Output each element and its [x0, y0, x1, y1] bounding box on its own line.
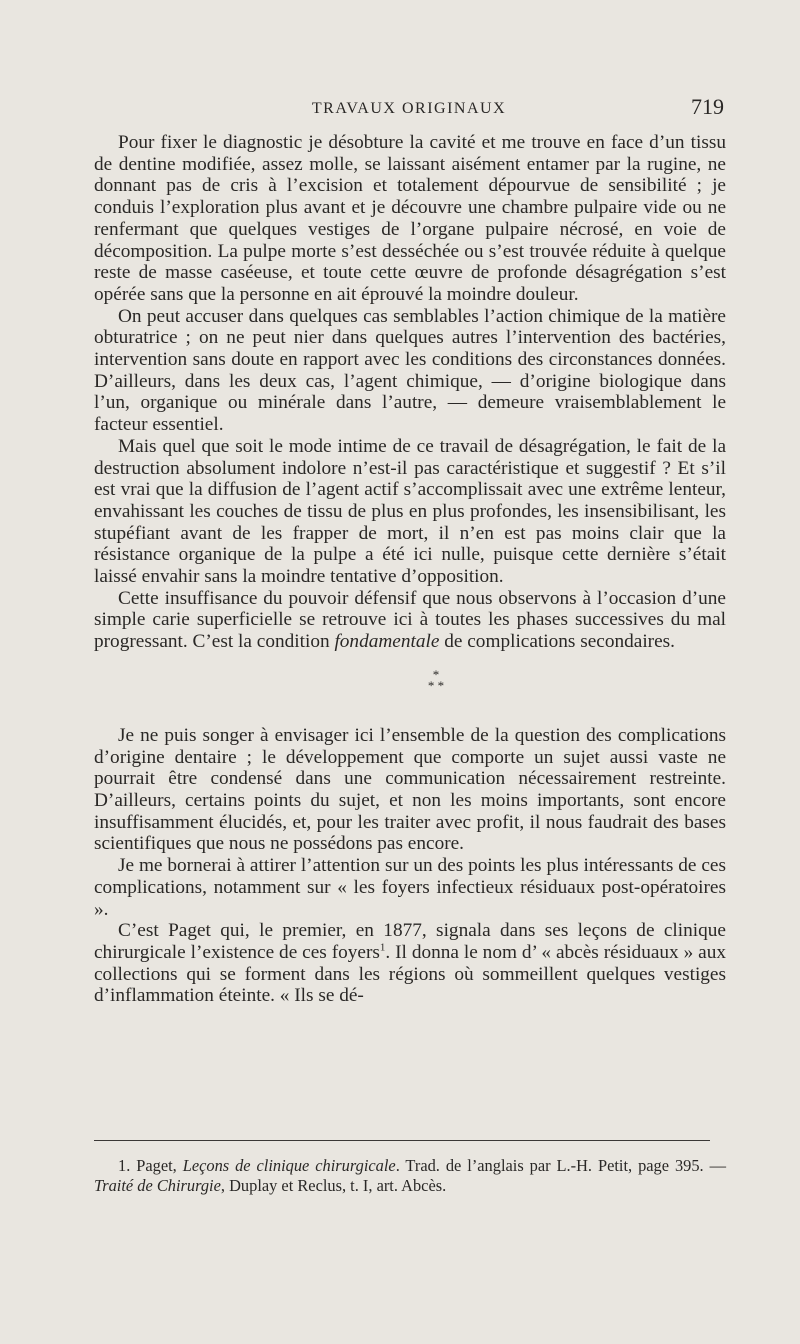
footnote-text-part: . Trad. de l’anglais par L.-H. Petit, page 395. — — [395, 1156, 726, 1175]
footnote — [94, 1156, 726, 1196]
footnote-text — [94, 1156, 726, 1196]
page-header — [94, 94, 724, 124]
paragraph — [94, 588, 726, 653]
paragraph-text: Cette insuffisance du pouvoir défensif que nous observons à l’occasion d’une simple carie superficielle se retrouve ici à toutes les phases successives du mal progressant. C’est la condition — [94, 587, 726, 653]
paragraph: On peut accuser dans quelques cas semblables l’action chimique de la matière obturatrice ; on ne peut nier dans quelques autres l’intervention des bactéries, intervention sans doute en rapport avec les conditions des circonstances données. D’ailleurs, dans les deux cas, l’agent chimique, — d’origine biologique dans l’un, organique ou minérale dans l’autre, — demeure vraisemblablement le facteur essentiel. — [94, 305, 726, 436]
paragraph: Mais quel que soit le mode intime de ce travail de désagrégation, le fait de la destruction absolument indolore n’est-il pas caractéristique et suggestif ? Et s’il est vrai que la diffusion de l’agent actif s’accomplissait avec une extrême lenteur, envahissant les couches de tissu de plus en plus profondes, les insensibilisant, les stupéfiant avant de les frapper de mort, il n’en est pas moins clair que la résistance organique de la pulpe a été ici nulle, puisque cette dernière s’était laissé envahir sans la moindre tentative d’opposition. — [94, 435, 726, 588]
paragraph: Je me bornerai à attirer l’attention sur un des points les plus intéressants de ces complications, notamment sur « les foyers infectieux résiduaux post-opératoires ». — [94, 855, 726, 920]
body-text — [94, 132, 726, 1007]
running-head: TRAVAUX ORIGINAUX — [311, 100, 507, 117]
footnote-reference: 1 — [379, 941, 386, 954]
footnote-title: Traité de Chirurgie — [94, 1176, 221, 1195]
paragraph-text: de complications secondaires. — [439, 631, 675, 653]
paragraph-text: . Il donna le nom d’ « abcès résiduaux » aux collections qui se forment dans les régions où sommeillent quelques vestiges d’inflammation éteinte. « Ils se dé- — [94, 941, 726, 1007]
paragraph — [94, 920, 726, 1007]
asterism-divider — [146, 666, 726, 693]
footnote-rule — [94, 1140, 710, 1141]
paragraph: Pour fixer le diagnostic je désobture la cavité et me trouve en face d’un tissu de dentine modifiée, assez molle, se laissant aisément entamer par la rugine, ne donnant pas de cris à l’excision et totalement dépourvue de sensibilité ; je conduis l’exploration plus avant et je découvre une chambre pulpaire vide ou ne renfermant que quelques vestiges de l’organe pulpaire nécrosé, en voie de décomposition. La pulpe morte s’est desséchée ou s’est trouvée réduite à quelque reste de masse caséeuse, et toute cette œuvre de profonde désagrégation s’est opérée sans que la personne en ait éprouvé la moindre douleur. — [94, 132, 726, 305]
asterism-top: * — [432, 666, 440, 682]
paragraph-text: C’est Paget qui, le premier, en 1877, signala dans ses leçons de clinique chirurgicale l’existence de ces foyers — [94, 920, 726, 963]
paragraph: Je ne puis songer à envisager ici l’ensemble de la question des complications d’origine dentaire ; le développement que comporte un sujet aussi vaste ne pourrait être condensé dans une communication nécessairement restreinte. D’ailleurs, certains points du sujet, et non les moins importants, sont encore insuffisamment élucidés, et, pour les traiter avec profit, il nous faudrait des bases scientifiques que nous ne possédons pas encore. — [94, 724, 726, 855]
footnote-title: Leçons de clinique chirurgicale — [182, 1156, 396, 1175]
footnote-marker: 1. — [118, 1156, 131, 1175]
asterism-bottom: * * — [427, 677, 445, 693]
emphasis-text: fondamentale — [334, 631, 440, 653]
page-number: 719 — [691, 94, 724, 119]
footnote-author: Paget, — [136, 1156, 177, 1175]
footnote-text-part: , Duplay et Reclus, t. I, art. Abcès. — [220, 1176, 447, 1195]
